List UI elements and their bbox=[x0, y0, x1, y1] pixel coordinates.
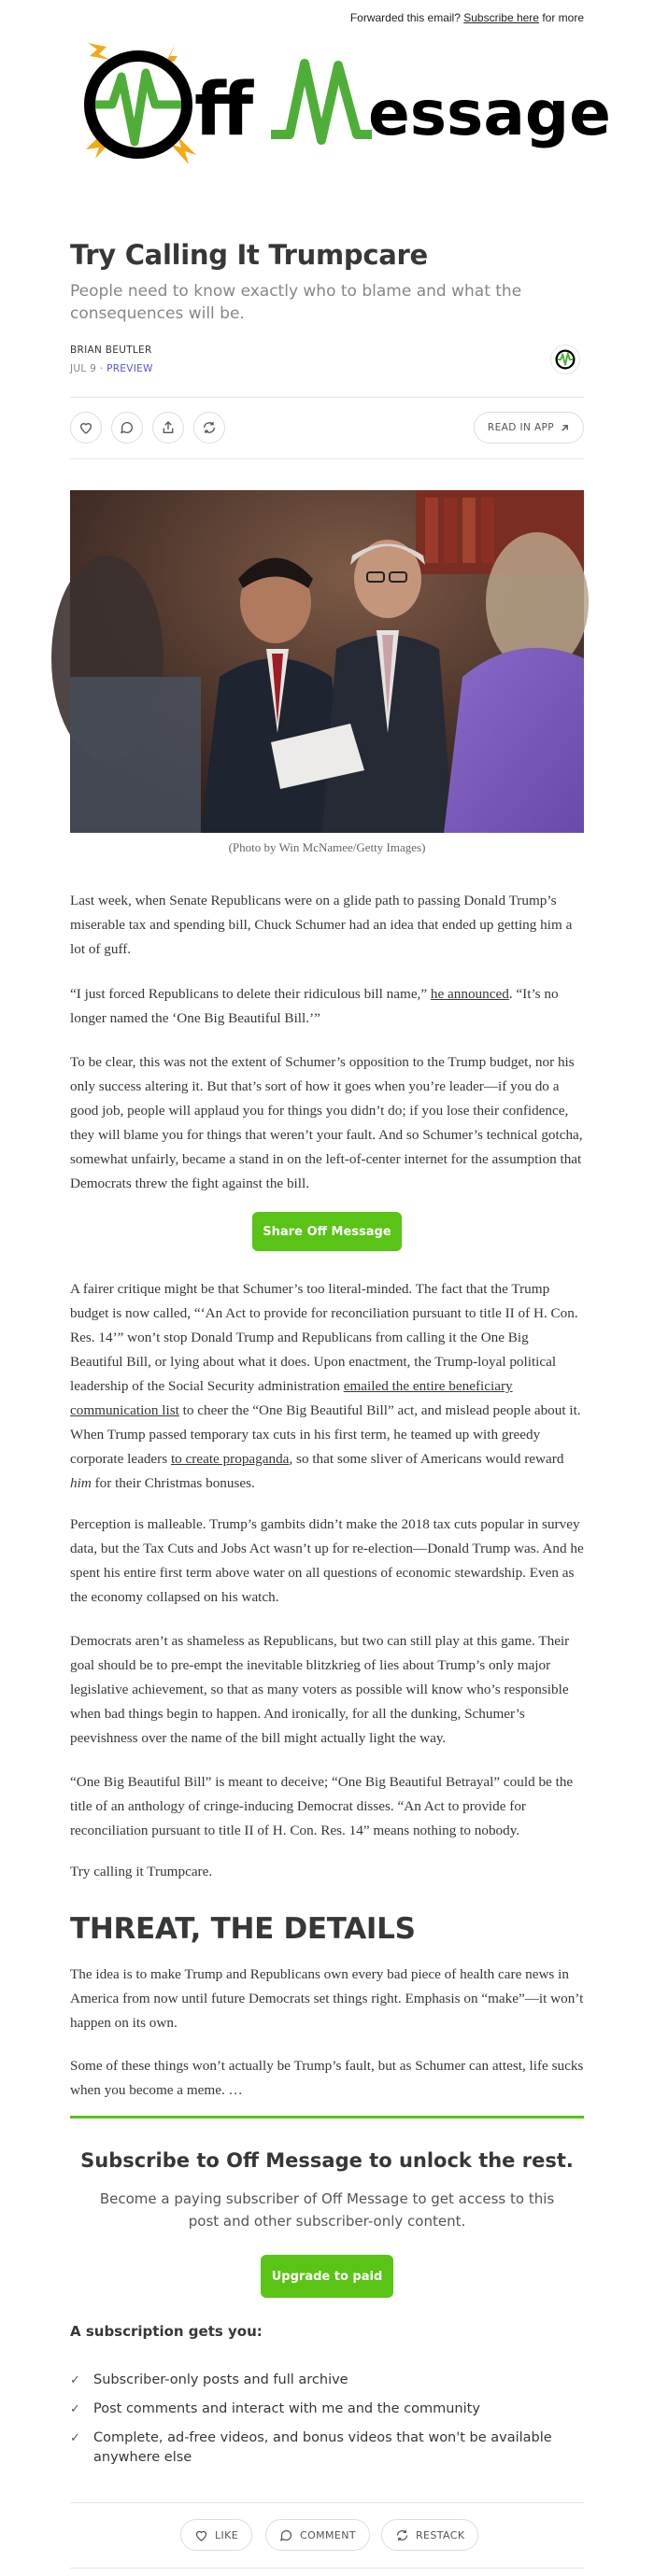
post-dateline bbox=[70, 363, 153, 374]
forward-notice bbox=[350, 11, 584, 24]
paragraph bbox=[70, 1277, 584, 1496]
propaganda-link[interactable]: to create propaganda bbox=[170, 1451, 290, 1467]
benefit-text: Subscriber-only posts and full archive bbox=[93, 2372, 348, 2387]
restack-label: RESTACK bbox=[416, 2528, 465, 2541]
post-date: JUL 9 bbox=[70, 363, 97, 374]
comment-label: COMMENT bbox=[300, 2528, 357, 2541]
preview-label: PREVIEW bbox=[107, 363, 153, 374]
divider bbox=[70, 2568, 584, 2569]
check-icon: ✓ bbox=[70, 2431, 80, 2445]
post-title[interactable]: Try Calling It Trumpcare bbox=[70, 239, 428, 271]
article-photo[interactable] bbox=[70, 490, 584, 833]
paragraph-text: “I just forced Republicans to delete their ridiculous bill name,” bbox=[70, 986, 431, 1002]
benefit-item bbox=[70, 2400, 556, 2419]
subscribe-link[interactable]: Subscribe here bbox=[463, 11, 539, 24]
paragraph: Democrats aren’t as shameless as Republicans, but two can still play at this game. Their goal should be to pre-empt the inevitable blitzkrieg of lies about Trump’s only major legislative achievement, so that as many voters as possible will know who’s responsible when bad things begin to happen. And ironically, for all the dunking, Schumer’s peevishness over the name of the bill might actually light the way. bbox=[70, 1633, 570, 1746]
divider bbox=[70, 2502, 584, 2503]
footer-restack-button[interactable] bbox=[381, 2519, 478, 2551]
paragraph: Try calling it Trumpcare. bbox=[70, 1864, 213, 1879]
paywall-description: Become a paying subscriber of Off Message to get access to this post and other subscriber-only content. bbox=[99, 2190, 555, 2230]
paragraph: “One Big Beautiful Bill” is meant to deceive; “One Big Beautiful Betrayal” could be the title of an anthology of cringe-inducing Democrat disses. “An Act to provide for reconciliation pursuant to title II of H. Con. Res. 14” means nothing to nobody. bbox=[70, 1774, 574, 1838]
paywall-divider bbox=[70, 2116, 584, 2119]
paragraph-text: , so that some sliver of Americans would reward bbox=[289, 1451, 564, 1467]
paragraph bbox=[70, 982, 584, 1031]
paragraph-text: for their Christmas bonuses. bbox=[91, 1475, 255, 1491]
heart-icon bbox=[194, 2528, 208, 2542]
benefit-text: Post comments and interact with me and the community bbox=[93, 2401, 480, 2416]
like-button[interactable] bbox=[70, 412, 102, 443]
comment-button[interactable] bbox=[111, 412, 143, 443]
emphasis-text: him bbox=[70, 1475, 92, 1491]
dateline-separator: · bbox=[96, 363, 107, 374]
restack-icon bbox=[202, 420, 217, 435]
comment-icon bbox=[279, 2528, 293, 2542]
restack-button[interactable] bbox=[193, 412, 225, 443]
paragraph: Last week, when Senate Republicans were on a glide path to passing Donald Trump’s miserable tax and spending bill, Chuck Schumer had an idea that ended up getting him a lot of guff. bbox=[70, 893, 573, 957]
share-icon bbox=[161, 420, 176, 435]
he-announced-link[interactable]: he announced bbox=[430, 986, 509, 1002]
share-button[interactable] bbox=[152, 412, 184, 443]
heart-icon bbox=[78, 420, 93, 435]
benefit-item bbox=[70, 2428, 556, 2468]
comment-icon bbox=[120, 420, 135, 435]
subscription-benefits-title: A subscription gets you: bbox=[70, 2323, 263, 2340]
restack-icon bbox=[395, 2528, 409, 2542]
publication-avatar[interactable] bbox=[550, 345, 580, 374]
paragraph: Some of these things won’t actually be Trump’s fault, but as Schumer can attest, life sucks when you become a meme. … bbox=[70, 2058, 584, 2098]
check-icon: ✓ bbox=[70, 2373, 80, 2387]
paragraph-text: A fairer critique might be that Schumer’s too literal-minded. The fact that the Trump budget is now called, “‘An Act to provide for reconciliation pursuant to title II of H. Con. Res. 14’” won’t stop Donald Trump and Republicans from calling it the One Big Beautiful Bill, or lying about what it does. Upon enactment, the Trump-loyal political leadership of the Social Security administration bbox=[70, 1281, 578, 1394]
check-icon: ✓ bbox=[70, 2402, 80, 2416]
benefit-text: Complete, ad-free videos, and bonus videos that won't be available anywhere else bbox=[93, 2430, 552, 2465]
post-subtitle: People need to know exactly who to blame and what the consequences will be. bbox=[70, 282, 522, 323]
beneficiary-list-link[interactable]: emailed the entire beneficiary communication list bbox=[70, 1378, 513, 1418]
section-heading: THREAT, THE DETAILS bbox=[70, 1912, 416, 1946]
paywall-title: Subscribe to Off Message to unlock the rest. bbox=[80, 2149, 574, 2172]
divider bbox=[70, 458, 584, 459]
share-off-message-button[interactable]: Share Off Message bbox=[252, 1212, 402, 1251]
forward-suffix: for more bbox=[542, 11, 584, 24]
paragraph-text: to cheer the “One Big Beautiful Bill” act, and mislead people about it. When Trump passed temporary tax cuts in his first term, he teamed up with greedy corporate leaders bbox=[70, 1402, 581, 1467]
paragraph: The idea is to make Trump and Republicans own every bad piece of health care news in America from now until future Democrats set things right. Emphasis on “make”—it won’t happen on its own. bbox=[70, 1966, 584, 2031]
upgrade-to-paid-button[interactable]: Upgrade to paid bbox=[261, 2255, 393, 2298]
like-label: LIKE bbox=[215, 2528, 239, 2541]
paragraph: To be clear, this was not the extent of Schumer’s opposition to the Trump budget, nor his only success altering it. But that’s sort of how it goes when you’re leader—if you do a good job, people will applaud you for things you didn’t do; if you lose their confidence, they will blame you for things that weren’t your fault. And so Schumer’s technical gotcha, somewhat unfairly, became a stand in on the left-of-center internet for the assumption that Democrats threw the fight against the bill. bbox=[70, 1054, 583, 1191]
divider bbox=[70, 397, 584, 398]
off-message-logo[interactable] bbox=[84, 37, 611, 177]
forward-text: Forwarded this email? bbox=[349, 11, 461, 24]
photo-caption: (Photo by Win McNamee/Getty Images) bbox=[228, 840, 426, 854]
logo-text-off: ff bbox=[194, 68, 254, 152]
paragraph-text: . “It’s no longer named the ‘One Big Beautiful Bill.’” bbox=[70, 986, 559, 1026]
benefit-item bbox=[70, 2371, 556, 2390]
footer-like-button[interactable] bbox=[180, 2519, 252, 2551]
author-name[interactable]: BRIAN BEUTLER bbox=[70, 345, 152, 356]
footer-comment-button[interactable] bbox=[265, 2519, 370, 2551]
arrow-up-right-icon bbox=[560, 423, 570, 433]
read-in-app-button[interactable] bbox=[474, 412, 584, 443]
logo-text-message: essage bbox=[368, 77, 611, 149]
paragraph: Perception is malleable. Trump’s gambits didn’t make the 2018 tax cuts popular in survey data, but the Tax Cuts and Jobs Act wasn’t up for re-election—Donald Trump was. And he spent his entire first term above water on all questions of economic stewardship. Even as the economy collapsed on his watch. bbox=[70, 1516, 584, 1605]
read-in-app-label: READ IN APP bbox=[487, 422, 554, 433]
